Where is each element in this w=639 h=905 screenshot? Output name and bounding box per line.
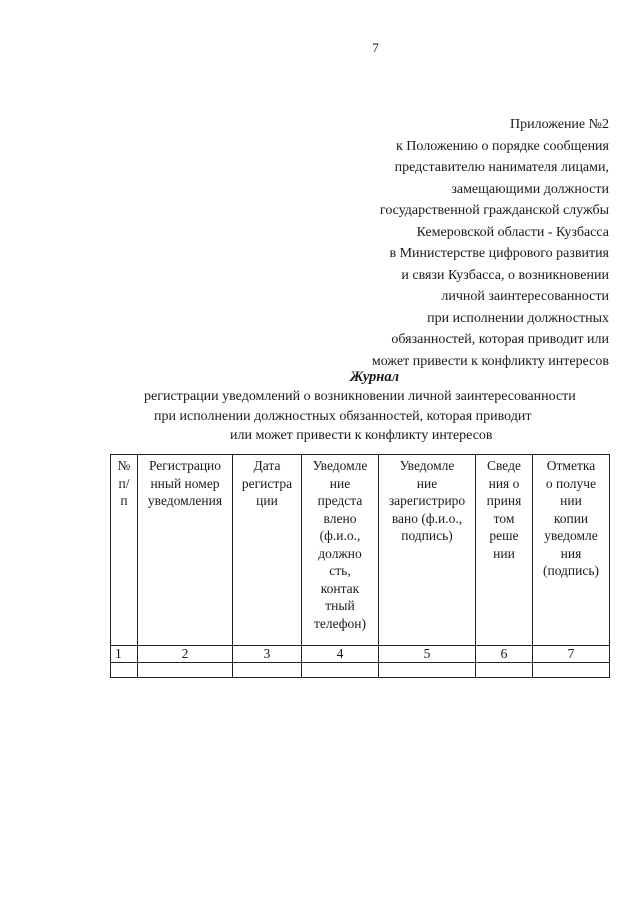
header-cell-text: Дата регистра ции — [241, 458, 293, 508]
appendix-line: замещающими должности — [451, 181, 609, 197]
header-cell-number — [111, 455, 138, 646]
journal-subtitle — [140, 387, 620, 446]
appendix-line: Приложение №2 — [510, 117, 609, 132]
column-number-cell: 5 — [379, 646, 476, 663]
table-cell[interactable] — [533, 663, 610, 678]
header-cell-reg-date — [233, 455, 302, 646]
table-cell[interactable] — [379, 663, 476, 678]
appendix-line: обязанностей, которая приводит или — [391, 332, 609, 347]
table-cell[interactable] — [138, 663, 233, 678]
header-cell-reg-number — [138, 455, 233, 646]
header-cell-text: № п/ п — [117, 458, 131, 508]
journal-subtitle-line: или может привести к конфликту интересов — [230, 428, 493, 443]
header-cell-submitted-by — [302, 455, 379, 646]
appendix-line: личной заинтересованности — [441, 289, 609, 304]
column-number-cell: 4 — [302, 646, 379, 663]
journal-subtitle-line: регистрации уведомлений о возникновении личной заинтересованности — [144, 389, 576, 404]
header-cell-text: Уведомле ние зарегистриро вано (ф.и.о., подпись) — [388, 458, 466, 543]
header-cell-text: Уведомле ние предста влено (ф.и.о., должно сть, контак тный телефон) — [312, 458, 368, 631]
appendix-line: Кемеровской области - Кузбасса — [416, 224, 609, 240]
header-cell-copy-received — [533, 455, 610, 646]
table-cell[interactable] — [233, 663, 302, 678]
table-header-row — [111, 455, 610, 646]
appendix-line: может привести к конфликту интересов — [371, 353, 609, 369]
appendix-line: государственной гражданской службы — [379, 203, 609, 218]
appendix-line: при исполнении должностных — [427, 310, 609, 326]
table-column-numbers-row — [111, 646, 610, 663]
page-number: 7 — [372, 40, 379, 55]
table-cell[interactable] — [111, 663, 138, 678]
header-cell-text: Регистрацио нный номер уведомления — [147, 458, 223, 508]
registration-table — [110, 454, 610, 678]
journal-title: Журнал — [349, 369, 400, 385]
header-cell-text: Отметка о получе нии копии уведомле ния (подпись) — [542, 458, 600, 578]
column-number-cell: 7 — [533, 646, 610, 663]
table-cell[interactable] — [302, 663, 379, 678]
header-cell-registered-by — [379, 455, 476, 646]
journal-subtitle-line: при исполнении должностных обязанностей, которая приводит — [154, 408, 532, 424]
header-cell-text: Сведе ния о приня том реше нии — [486, 458, 522, 561]
table-row — [111, 663, 610, 678]
header-cell-decision — [476, 455, 533, 646]
appendix-line: к Положению о порядке сообщения — [396, 138, 609, 154]
appendix-line: в Министерстве цифрового развития — [389, 246, 609, 261]
column-number-cell: 6 — [476, 646, 533, 663]
column-number-cell: 1 — [111, 646, 138, 663]
table-cell[interactable] — [476, 663, 533, 678]
appendix-line: и связи Кузбасса, о возникновении — [401, 267, 609, 283]
appendix-line: представителю нанимателя лицами, — [394, 160, 609, 175]
column-number-cell: 2 — [138, 646, 233, 663]
column-number-cell: 3 — [233, 646, 302, 663]
appendix-header — [309, 114, 609, 372]
